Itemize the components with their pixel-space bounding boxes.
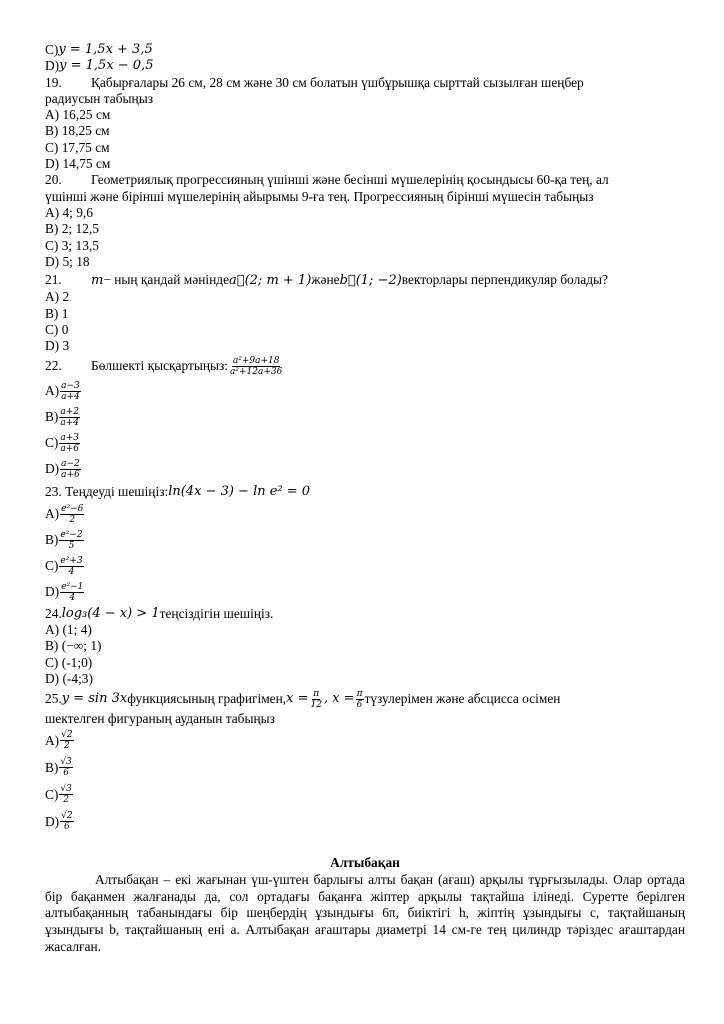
- question-number: 22.: [45, 358, 62, 374]
- q22-question: [45, 355, 685, 379]
- q19-option-c: C) 17,75 см: [45, 139, 110, 155]
- q24-option-a: A) (1; 4): [45, 621, 92, 637]
- q23-option-c: [45, 554, 685, 580]
- question-text: Қабырғалары 26 см, 28 см және 30 см болатын үшбұрышқа сырттай сызылған шеңбер: [91, 74, 584, 90]
- q22-option-d: [45, 457, 685, 483]
- q18-option-c: [45, 42, 685, 58]
- q25-option-a: [45, 727, 685, 754]
- question-number: 20.: [45, 172, 62, 188]
- q20-question-cont: үшінші және бірінші мүшелерінің айырымы 9-ға тең. Прогрессияның бірінші мүшесін табыңыз: [45, 188, 594, 204]
- fraction-numerator: a+2: [60, 407, 80, 418]
- fraction-numerator: √3: [60, 784, 72, 795]
- option-label: C): [45, 435, 59, 451]
- q19-question-cont: радиусын табыңыз: [45, 90, 153, 106]
- question-text: және: [311, 272, 340, 288]
- q20-option-b: B) 2; 12,5: [45, 221, 99, 237]
- fraction-denominator: 4: [69, 593, 76, 604]
- option-label: D): [45, 584, 60, 600]
- q23-option-d: [45, 580, 685, 606]
- equation: ln(4x − 3) − ln e² = 0: [168, 483, 311, 499]
- option-label: C): [45, 558, 59, 574]
- option-label: A): [45, 506, 60, 522]
- q25-question-cont: шектелген фигураның ауданын табыңыз: [45, 711, 275, 727]
- question-number: 25.: [45, 690, 62, 706]
- q19-option-d: D) 14,75 см: [45, 156, 111, 172]
- question-text: − ның қандай мәнінде: [103, 272, 230, 288]
- q20-option-a: A) 4; 9,6: [45, 204, 93, 220]
- fraction-denominator: 2: [69, 515, 76, 526]
- fraction-numerator: e²−6: [61, 504, 84, 515]
- fraction-numerator: a−2: [61, 459, 80, 470]
- vector-a: a⃗(2; m + 1): [229, 273, 312, 289]
- fraction-numerator: √3: [60, 757, 72, 768]
- q19-question: [45, 75, 685, 91]
- q24-option-c: C) (-1;0): [45, 654, 93, 670]
- fraction-denominator: a²+12a+36: [230, 367, 283, 378]
- option-label: B): [45, 759, 59, 775]
- question-text: 23. Теңдеуді шешіңіз:: [45, 483, 169, 499]
- q19-option-a: A) 16,25 см: [45, 107, 111, 123]
- x-equals: , x =: [323, 690, 355, 706]
- fraction-denominator: a+4: [61, 392, 80, 403]
- question-text: функциясының графигімен,: [127, 690, 287, 706]
- q21-option-a: A) 2: [45, 289, 70, 305]
- fraction-numerator: a+3: [60, 433, 80, 444]
- q18-option-d: [45, 58, 685, 74]
- fraction-numerator: e²−1: [61, 582, 84, 593]
- q22-option-c: [45, 431, 685, 457]
- q21-question: [45, 272, 685, 289]
- q21-option-c: C) 0: [45, 322, 69, 338]
- fraction-denominator: a+6: [61, 470, 80, 481]
- question-text: векторлары перпендикуляр болады?: [401, 272, 608, 288]
- fraction-numerator: a−3: [61, 381, 80, 392]
- q23-option-b: [45, 528, 685, 554]
- option-label: D): [45, 461, 60, 477]
- q24-option-d: D) (-4;3): [45, 670, 93, 686]
- fraction-denominator: 2: [63, 795, 69, 806]
- var-m: m: [91, 273, 104, 289]
- q19-option-b: B) 18,25 см: [45, 123, 110, 139]
- fraction-denominator: a+4: [60, 418, 80, 429]
- fraction-numerator: π: [313, 688, 320, 699]
- q23-option-a: [45, 502, 685, 528]
- q22-option-b: [45, 405, 685, 431]
- q20-option-c: C) 3; 13,5: [45, 237, 99, 253]
- option-label: B): [45, 409, 59, 425]
- option-math: y = 1,5x + 3,5: [58, 42, 153, 57]
- q24-option-b: B) (−∞; 1): [45, 638, 102, 654]
- q21-option-b: B) 1: [45, 305, 69, 321]
- q25-question: [45, 687, 685, 711]
- q21-option-d: D) 3: [45, 338, 70, 354]
- option-label: D): [45, 813, 60, 829]
- function: y = sin 3x: [61, 690, 128, 706]
- option-label: D): [45, 58, 60, 74]
- question-text: түзулерімен және абсцисса осімен: [364, 690, 561, 706]
- fraction-denominator: 4: [68, 567, 75, 578]
- vector-b: b⃗(1; −2): [339, 273, 402, 289]
- option-label: B): [45, 532, 59, 548]
- fraction-numerator: a²+9a+18: [232, 356, 280, 367]
- inequality: log₃(4 − x) > 1: [61, 605, 160, 621]
- fraction-numerator: π: [356, 688, 363, 699]
- option-label: C): [45, 42, 59, 57]
- question-number: 24.: [45, 605, 62, 621]
- fraction-numerator: √2: [61, 730, 73, 741]
- q22-option-a: [45, 379, 685, 405]
- q23-question: [45, 483, 685, 502]
- fraction-numerator: e²+3: [60, 556, 83, 567]
- fraction-numerator: e²−2: [60, 530, 83, 541]
- question-number: 19.: [45, 74, 62, 90]
- q25-option-b: [45, 754, 685, 781]
- question-text: Бөлшекті қысқартыңыз:: [91, 358, 229, 374]
- question-number: 21.: [45, 272, 62, 288]
- x-equals: x =: [286, 690, 309, 706]
- fraction-denominator: a+6: [60, 444, 80, 455]
- section-paragraph: Алтыбақан – екі жағынан үш-үштен барлығы алты бақан (ағаш) арқылы тұрғызылады. Олар ортада бір бақанмен жалғанады да, сол ортадағы бақанға жіптер арқылы тақтайша ілінеді. Суретте берілген алтыбақанның табанындағы бір шеңбердің ұзындығы 6π, биіктігі h, жіптің ұзындығы c, тақтайшаның ұзындығы b, тақтайшаның ені a. Алтыбақан ағаштары диаметрі 14 см-ге тең цилиндр тәріздес ағаштардан жасалған.: [45, 871, 685, 954]
- option-label: C): [45, 786, 59, 802]
- fraction-denominator: 6: [64, 822, 70, 833]
- option-label: A): [45, 732, 60, 748]
- question-text: теңсіздігін шешіңіз.: [159, 605, 274, 621]
- section-title: Алтыбақан: [330, 855, 400, 871]
- q24-question: [45, 606, 685, 622]
- fraction-denominator: 6: [63, 768, 69, 779]
- q22-fraction: [229, 356, 283, 377]
- fraction-denominator: 12: [310, 699, 322, 710]
- exam-page: [45, 42, 685, 956]
- q25-option-c: [45, 781, 685, 808]
- option-math: y = 1,5x − 0,5: [59, 58, 154, 74]
- fraction-denominator: 5: [68, 541, 75, 552]
- fraction-denominator: 6: [356, 699, 363, 710]
- q25-option-d: [45, 808, 685, 835]
- q20-option-d: D) 5; 18: [45, 253, 90, 269]
- q20-question: [45, 172, 685, 188]
- option-label: A): [45, 383, 60, 399]
- question-text: Геометриялық прогрессияның үшінші және бесінші мүшелерінің қосындысы 60-қа тең, ал: [91, 172, 609, 188]
- fraction-numerator: √2: [61, 811, 73, 822]
- fraction-denominator: 2: [64, 741, 70, 752]
